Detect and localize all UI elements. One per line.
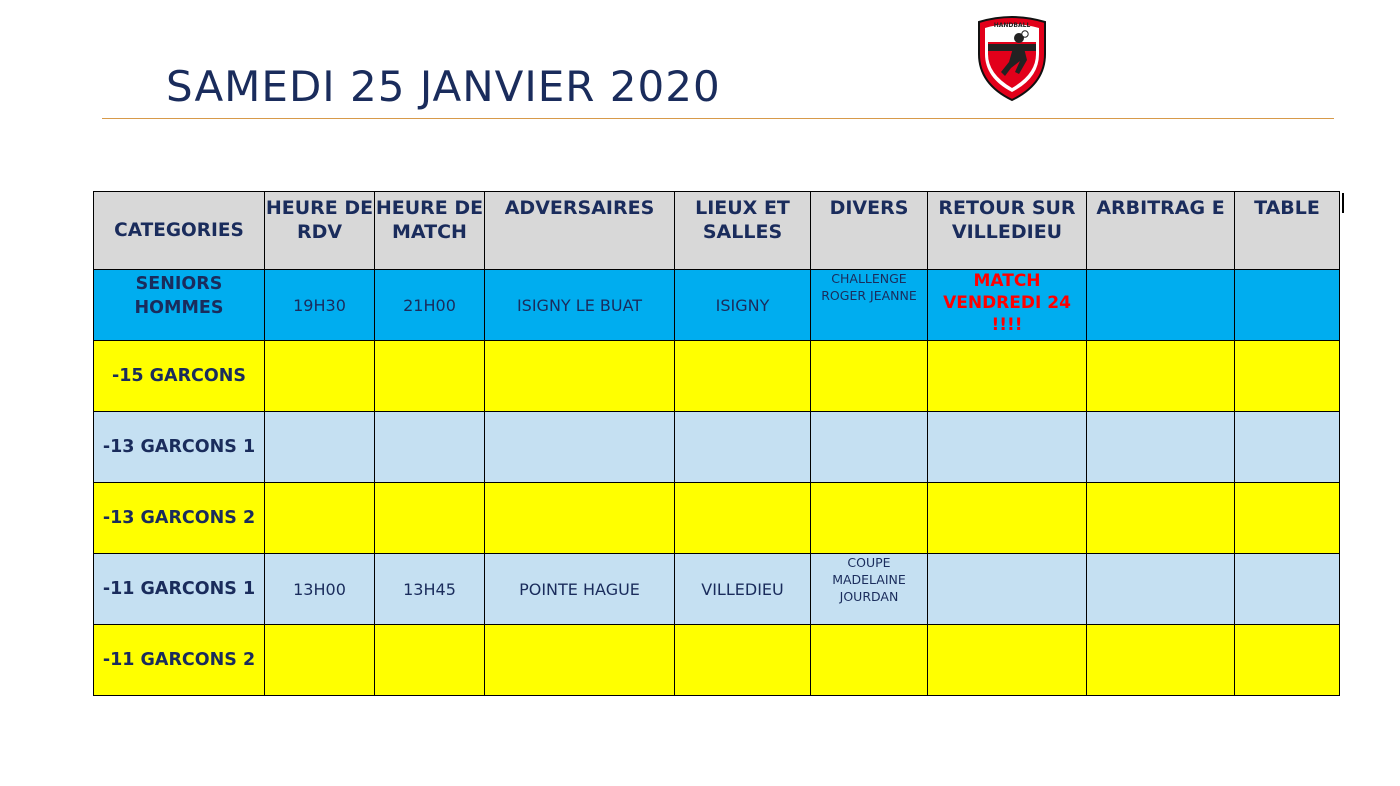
title-underline <box>102 118 1334 119</box>
page-title: SAMEDI 25 JANVIER 2020 <box>166 62 721 111</box>
row-table <box>1235 625 1340 696</box>
row-lieu <box>675 412 811 483</box>
table-row <box>94 270 1340 341</box>
logo-text: HANDBALL <box>993 22 1031 29</box>
row-match <box>375 341 485 412</box>
header-divers: DIVERS <box>811 192 928 270</box>
row-adversaire <box>485 483 675 554</box>
schedule-table <box>93 191 1340 696</box>
row-retour <box>928 625 1087 696</box>
header-lieux: LIEUX ET SALLES <box>675 192 811 270</box>
header-table: TABLE <box>1235 192 1340 270</box>
row-divers <box>811 412 928 483</box>
row-match: 13H45 <box>375 554 485 625</box>
row-match <box>375 483 485 554</box>
row-match <box>375 625 485 696</box>
row-retour <box>928 270 1087 341</box>
row-divers: CHALLENGE ROGER JEANNE <box>811 270 928 341</box>
row-rdv: 19H30 <box>265 270 375 341</box>
row-table <box>1235 341 1340 412</box>
table-row <box>94 483 1340 554</box>
row-lieu <box>675 341 811 412</box>
row-table <box>1235 483 1340 554</box>
row-rdv: 13H00 <box>265 554 375 625</box>
row-rdv <box>265 341 375 412</box>
table-row <box>94 554 1340 625</box>
row-category: -15 GARCONS <box>94 341 265 412</box>
table-row <box>94 625 1340 696</box>
row-divers: COUPE MADELAINE JOURDAN <box>811 554 928 625</box>
row-table <box>1235 554 1340 625</box>
row-arbitrage <box>1087 341 1235 412</box>
row-arbitrage <box>1087 554 1235 625</box>
header-retour: RETOUR SUR VILLEDIEU <box>928 192 1087 270</box>
row-rdv <box>265 625 375 696</box>
row-adversaire <box>485 625 675 696</box>
header-categories: CATEGORIES <box>94 192 265 270</box>
club-logo <box>975 14 1049 102</box>
row-divers <box>811 483 928 554</box>
row-rdv <box>265 412 375 483</box>
row-table <box>1235 270 1340 341</box>
row-divers <box>811 625 928 696</box>
row-retour <box>928 341 1087 412</box>
row-category: -11 GARCONS 2 <box>94 625 265 696</box>
row-adversaire: ISIGNY LE BUAT <box>485 270 675 341</box>
row-adversaire <box>485 341 675 412</box>
row-arbitrage <box>1087 625 1235 696</box>
row-arbitrage <box>1087 483 1235 554</box>
row-adversaire <box>485 412 675 483</box>
row-arbitrage <box>1087 412 1235 483</box>
row-retour <box>928 412 1087 483</box>
table-row <box>94 341 1340 412</box>
text-cursor <box>1342 193 1344 213</box>
row-arbitrage <box>1087 270 1235 341</box>
row-category: -13 GARCONS 1 <box>94 412 265 483</box>
row-lieu: ISIGNY <box>675 270 811 341</box>
table-row <box>94 412 1340 483</box>
header-arbitrage: ARBITRAG E <box>1087 192 1235 270</box>
row-adversaire: POINTE HAGUE <box>485 554 675 625</box>
row-match <box>375 412 485 483</box>
header-adversaires: ADVERSAIRES <box>485 192 675 270</box>
row-divers <box>811 341 928 412</box>
row-retour <box>928 554 1087 625</box>
header-heure-rdv: HEURE DE RDV <box>265 192 375 270</box>
header-heure-match: HEURE DE MATCH <box>375 192 485 270</box>
row-category: SENIORS HOMMES <box>94 270 265 341</box>
row-lieu <box>675 483 811 554</box>
row-category: -11 GARCONS 1 <box>94 554 265 625</box>
row-table <box>1235 412 1340 483</box>
row-category: -13 GARCONS 2 <box>94 483 265 554</box>
row-retour <box>928 483 1087 554</box>
row-lieu <box>675 625 811 696</box>
row-match: 21H00 <box>375 270 485 341</box>
row-lieu: VILLEDIEU <box>675 554 811 625</box>
row-rdv <box>265 483 375 554</box>
header-row <box>94 192 1340 270</box>
retour-alert: MATCH VENDREDI 24 !!!! <box>943 271 1071 335</box>
